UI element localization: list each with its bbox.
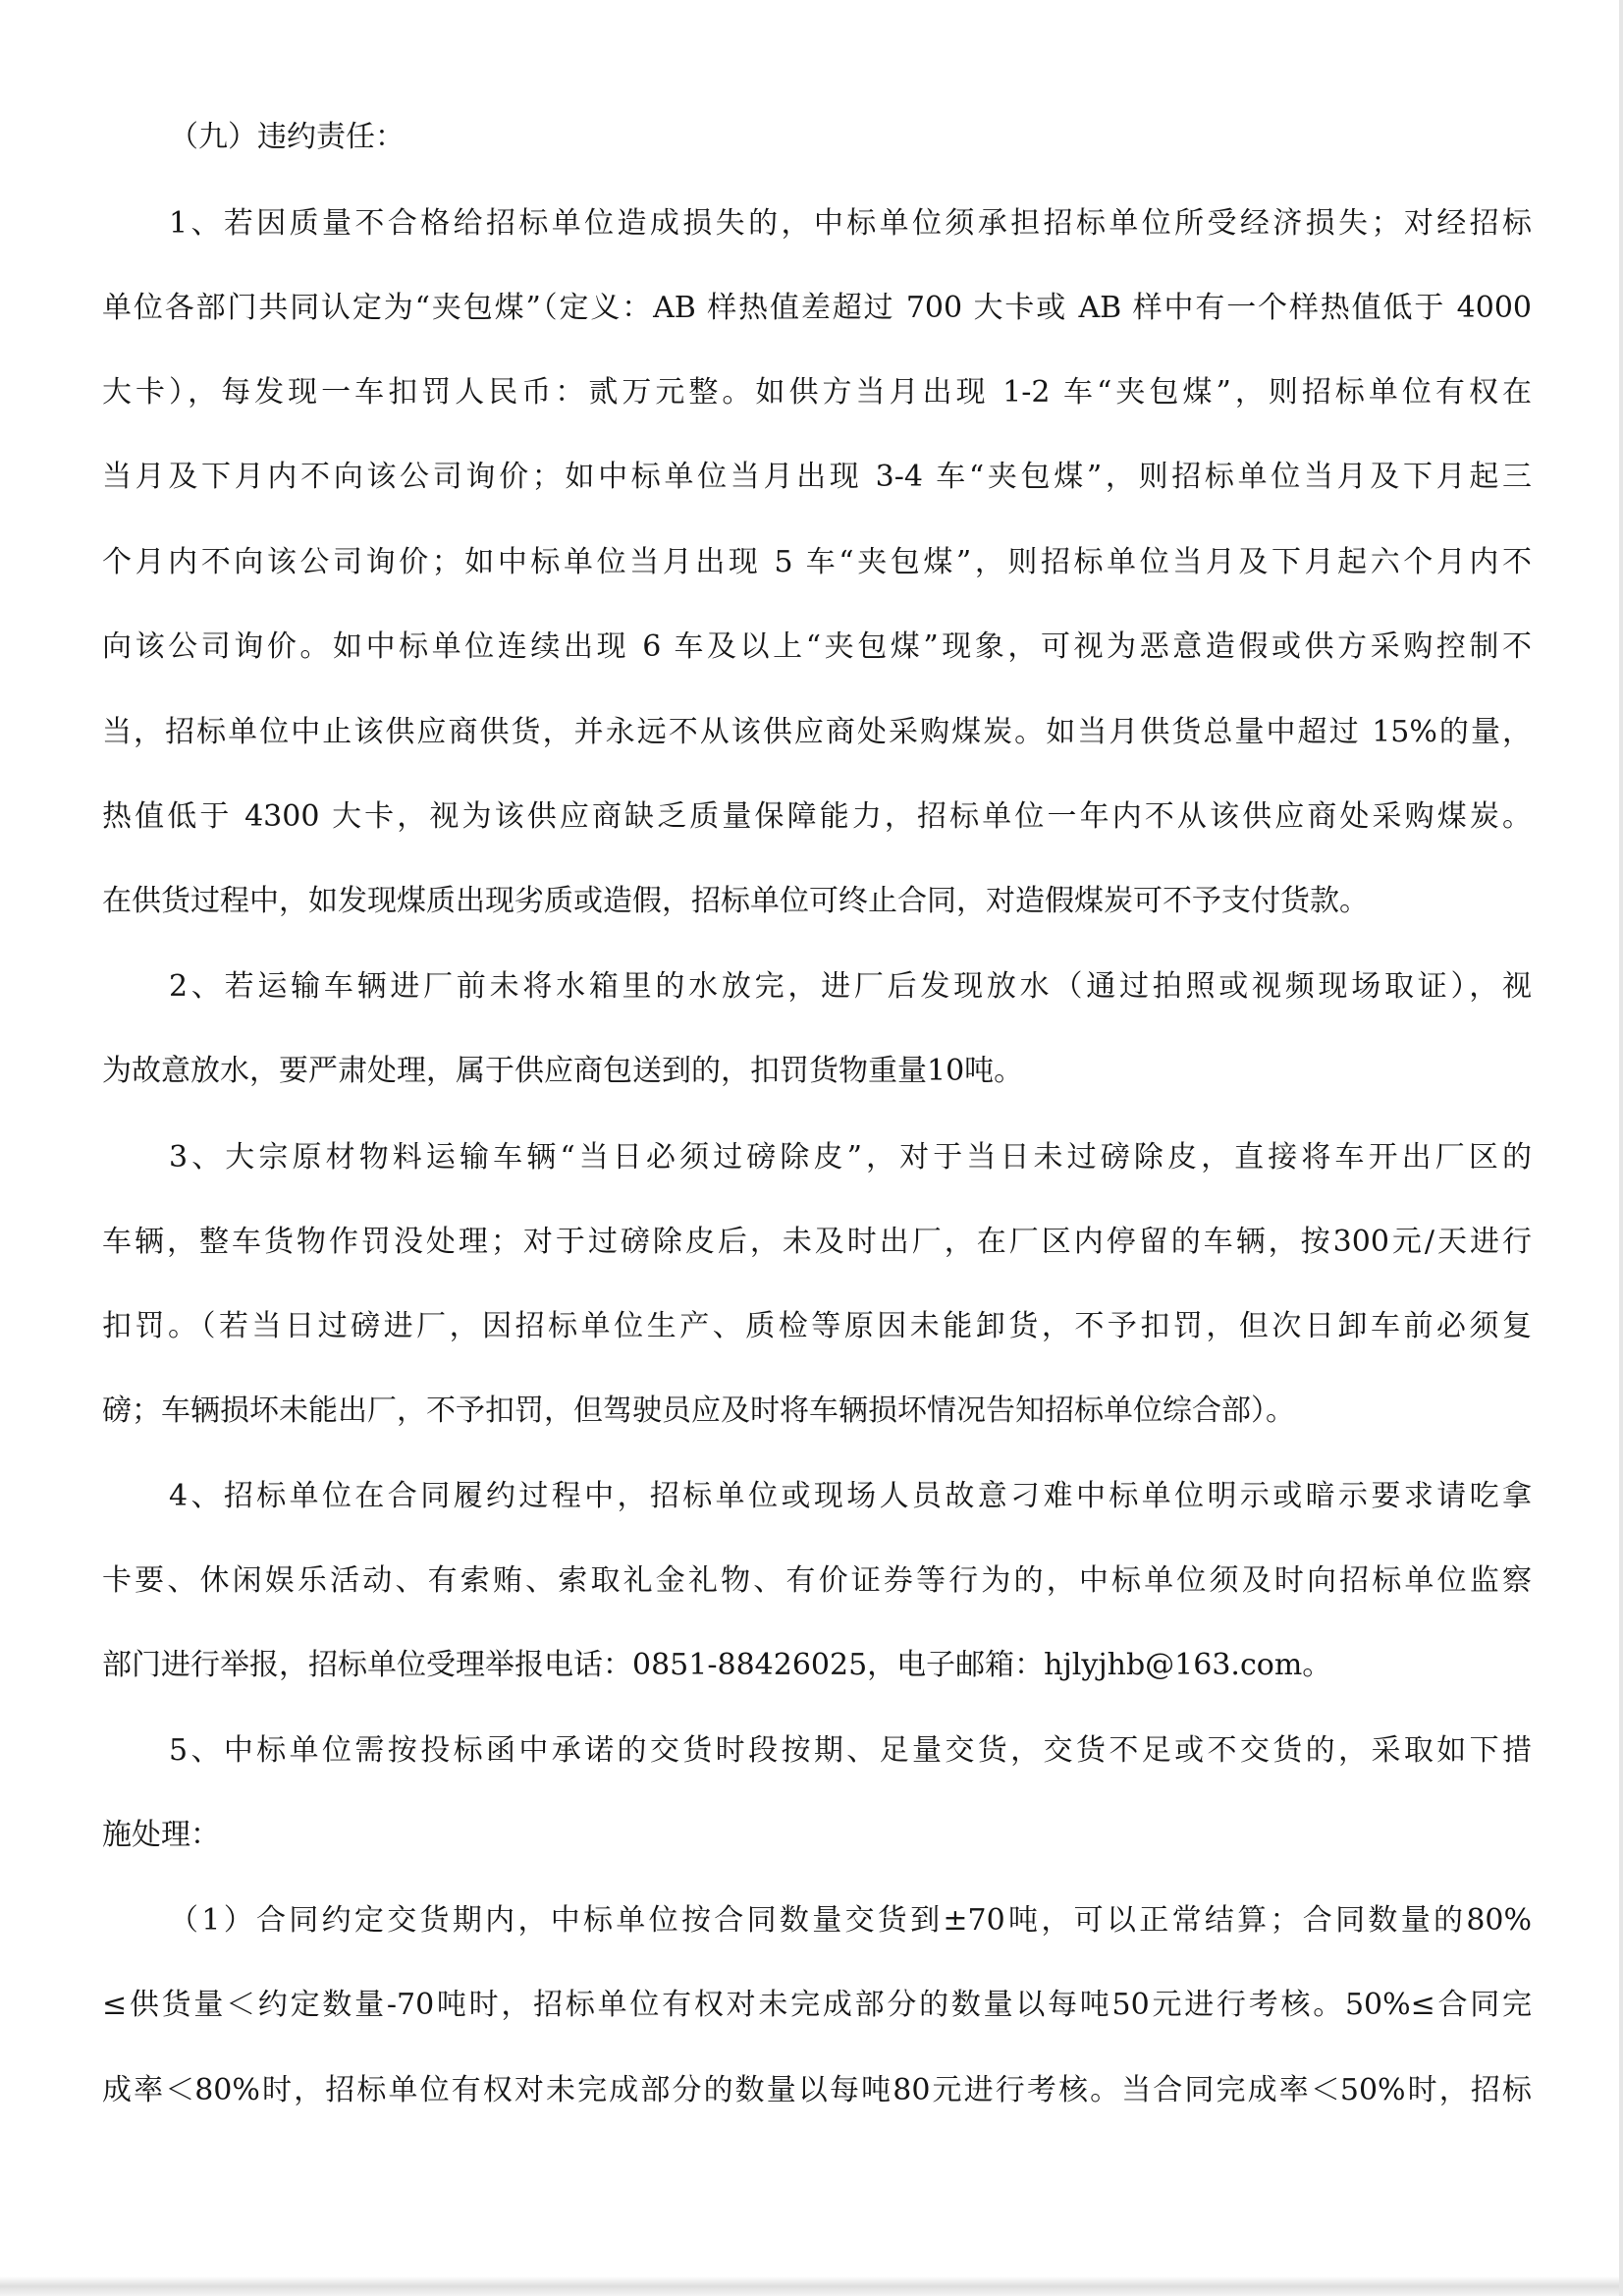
paragraph-5-line-2: 施处理： bbox=[102, 1818, 220, 1852]
paragraph-1-line-4: 当月及下月内不向该公司询价；如中标单位当月出现 3-4 车“夹包煤”，则招标单位当月及下月起三 bbox=[102, 460, 1532, 494]
subitem-1-line-2: ≤供货量＜约定数量-70吨时，招标单位有权对未完成部分的数量以每吨50元进行考核。50%≤合同完 bbox=[102, 1988, 1532, 2022]
paragraph-1-line-8: 热值低于 4300 大卡，视为该供应商缺乏质量保障能力，招标单位一年内不从该供应商处采购煤炭。 bbox=[102, 799, 1532, 834]
scan-bottom-edge bbox=[0, 2276, 1623, 2296]
paragraph-2-line-1: 2、若运输车辆进厂前未将水箱里的水放完，进厂后发现放水（通过拍照或视频现场取证），视 bbox=[169, 969, 1532, 1004]
paragraph-3-line-3: 扣罚。（若当日过磅进厂，因招标单位生产、质检等原因未能卸货，不予扣罚，但次日卸车前必须复 bbox=[102, 1309, 1532, 1343]
paragraph-3-line-4: 磅；车辆损坏未能出厂，不予扣罚，但驾驶员应及时将车辆损坏情况告知招标单位综合部）。 bbox=[102, 1394, 1295, 1428]
paragraph-1-line-7: 当，招标单位中止该供应商供货，并永远不从该供应商处采购煤炭。如当月供货总量中超过 15%的量， bbox=[102, 715, 1532, 749]
paragraph-1-line-5: 个月内不向该公司询价；如中标单位当月出现 5 车“夹包煤”，则招标单位当月及下月起六个月内不 bbox=[102, 545, 1532, 579]
paragraph-1-line-3: 大卡），每发现一车扣罚人民币：贰万元整。如供方当月出现 1-2 车“夹包煤”，则招标单位有权在 bbox=[102, 375, 1532, 410]
paragraph-5-line-1: 5、中标单位需按投标函中承诺的交货时段按期、足量交货，交货不足或不交货的，采取如下措 bbox=[169, 1733, 1532, 1768]
paragraph-3-line-2: 车辆，整车货物作罚没处理；对于过磅除皮后，未及时出厂，在厂区内停留的车辆，按300元/天进行 bbox=[102, 1225, 1532, 1259]
scan-right-edge bbox=[1619, 0, 1623, 2296]
paragraph-3-line-1: 3、大宗原材物料运输车辆“当日必须过磅除皮”，对于当日未过磅除皮，直接将车开出厂区的 bbox=[169, 1140, 1532, 1175]
paragraph-4-line-2: 卡要、休闲娱乐活动、有索贿、索取礼金礼物、有价证券等行为的，中标单位须及时向招标单位监察 bbox=[102, 1563, 1532, 1598]
subitem-1-line-3: 成率＜80%时，招标单位有权对未完成部分的数量以每吨80元进行考核。当合同完成率＜50%时，招标 bbox=[102, 2073, 1532, 2107]
paragraph-2-line-2: 为故意放水，要严肃处理，属于供应商包送到的，扣罚货物重量10吨。 bbox=[102, 1054, 1024, 1088]
paragraph-4-line-3: 部门进行举报，招标单位受理举报电话：0851-88426025，电子邮箱：hjlyjhb@163.com。 bbox=[102, 1648, 1332, 1682]
paragraph-1-line-1: 1、若因质量不合格给招标单位造成损失的，中标单位须承担招标单位所受经济损失；对经招标 bbox=[169, 206, 1532, 241]
paragraph-1-line-6: 向该公司询价。如中标单位连续出现 6 车及以上“夹包煤”现象，可视为恶意造假或供方采购控制不 bbox=[102, 629, 1532, 664]
paragraph-1-line-2: 单位各部门共同认定为“夹包煤”（定义：AB 样热值差超过 700 大卡或 AB 样中有一个样热值低于 4000 bbox=[102, 291, 1532, 325]
paragraph-4-line-1: 4、招标单位在合同履约过程中，招标单位或现场人员故意刁难中标单位明示或暗示要求请吃拿 bbox=[169, 1479, 1532, 1513]
paragraph-1-line-9: 在供货过程中，如发现煤质出现劣质或造假，招标单位可终止合同，对造假煤炭可不予支付货款。 bbox=[102, 884, 1369, 918]
section-heading-breach-liability: （九）违约责任： bbox=[169, 120, 405, 154]
subitem-1-line-1: （1）合同约定交货期内，中标单位按合同数量交货到±70吨，可以正常结算；合同数量的80% bbox=[169, 1903, 1532, 1938]
